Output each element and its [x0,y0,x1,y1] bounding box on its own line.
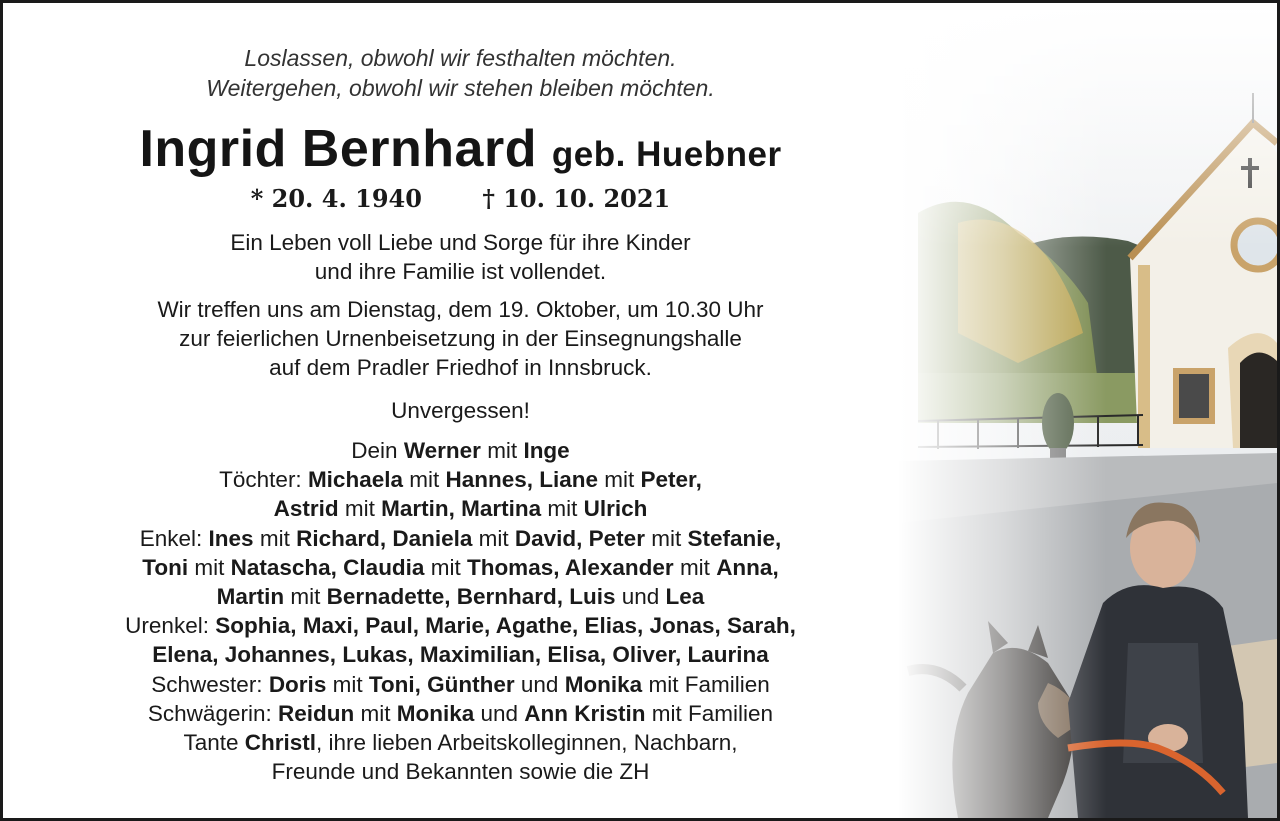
life-dates [3,183,918,215]
mourner-name: Toni, Günther [368,671,515,697]
message-paragraph [3,228,918,286]
quote-line-2: Weitergehen, obwohl wir stehen bleiben möchten. [206,75,715,101]
mourner-name: Stefanie, [687,525,782,551]
birth-date: * 20. 4. 1940 [250,184,422,213]
mourner-name: Ann Kristin [524,700,646,726]
mourner-line [3,524,918,553]
mourner-name: Inge [523,438,570,463]
mourners-list [3,436,918,786]
mourner-text: mit [673,554,717,580]
mourner-text: mit [284,584,327,610]
mourner-name: Monika [396,700,475,726]
opening-quote [3,43,918,103]
mourner-name: Natascha, Claudia [230,554,425,580]
mourner-line [3,670,918,699]
mourner-text: , ihre lieben Arbeitskolleginnen, Nachbarn, [316,730,738,756]
mourner-name: Sophia, Maxi, Paul, Marie, Agathe, Elias, Jonas, Sarah, [215,613,796,639]
quote-line-1: Loslassen, obwohl wir festhalten möchten. [244,45,677,71]
message-line-1: Ein Leben voll Liebe und Sorge für ihre Kinder [230,230,691,255]
funeral-paragraph [3,295,918,382]
mourner-text: Schwägerin: [147,700,278,726]
mourner-name: Martin [216,584,285,610]
mourner-line [3,757,918,786]
mourner-text: mit [598,467,641,493]
funeral-line-2: zur feierlichen Urnenbeisetzung in der Einsegnungshalle [179,326,742,351]
closing-line: Unvergessen! [391,398,530,423]
mourner-text: mit [253,525,297,551]
full-name: Ingrid Bernhard [139,120,537,178]
mourner-text: mit [354,700,397,726]
mourner-text: mit [541,496,584,522]
mourner-text: und [615,584,666,610]
mourner-name: Richard, Daniela [296,525,473,551]
mourner-text: Tante [183,730,245,756]
mourner-name: Astrid [273,496,339,522]
death-date: † 10. 10. 2021 [482,184,671,213]
mourner-name: Lea [665,584,705,610]
mourner-text: mit [188,554,231,580]
mourner-name: David, Peter [514,525,645,551]
mourner-text: mit [644,525,688,551]
mourner-line [3,553,918,582]
mourner-name: Anna, [716,554,779,580]
mourner-line [3,494,918,523]
mourner-text: mit Familien [642,671,770,697]
mourner-name: Elena, Johannes, Lukas, Maximilian, Elisa, Oliver, Laurina [152,642,769,668]
mourner-line [3,465,918,494]
mourner-text: mit Familien [645,700,774,726]
mourner-name: Martin, Martina [381,496,542,522]
mourner-name: Thomas, Alexander [466,554,674,580]
mourner-line [3,436,918,465]
funeral-line-1: Wir treffen uns am Dienstag, dem 19. Oktober, um 10.30 Uhr [157,297,764,322]
funeral-line-3: auf dem Pradler Friedhof in Innsbruck. [269,355,652,380]
mourner-name: Monika [564,671,643,697]
mourner-text: Enkel: [139,525,209,551]
mourner-line [3,582,918,611]
memorial-photo [898,3,1277,818]
mourner-name: Christl [244,730,317,756]
mourner-text: Urenkel: [125,613,216,639]
mourner-name: Hannes, Liane [445,467,599,493]
mourner-name: Toni [142,554,189,580]
mourner-text: Schwester: [151,671,269,697]
mourner-name: Bernadette, Bernhard, Luis [326,584,616,610]
mourner-name: Michaela [307,467,403,493]
deceased-name [3,117,918,187]
mourner-name: Peter, [640,467,702,493]
mourner-name: Ulrich [583,496,648,522]
mourner-text: Töchter: [219,467,308,493]
birth-name: geb. Huebner [551,135,782,174]
mourner-text: und [514,671,565,697]
mourner-line [3,699,918,728]
mourner-text: mit [326,671,369,697]
mourner-text: und [474,700,525,726]
mourner-text: Freunde und Bekannten sowie die ZH [271,759,650,785]
mourner-text: mit [480,438,524,463]
message-line-2: und ihre Familie ist vollendet. [314,259,607,284]
mourner-text: mit [338,496,382,522]
mourner-line [3,611,918,640]
mourner-text: Dein [351,438,404,463]
mourner-name: Ines [208,525,254,551]
mourner-name: Reidun [277,700,355,726]
mourner-text: mit [472,525,515,551]
text-column [3,3,918,818]
mourner-line [3,640,918,669]
mourner-name: Werner [403,438,481,463]
mourner-line [3,728,918,757]
mourner-name: Doris [268,671,327,697]
mourner-text: mit [424,554,467,580]
mourner-text: mit [402,467,446,493]
